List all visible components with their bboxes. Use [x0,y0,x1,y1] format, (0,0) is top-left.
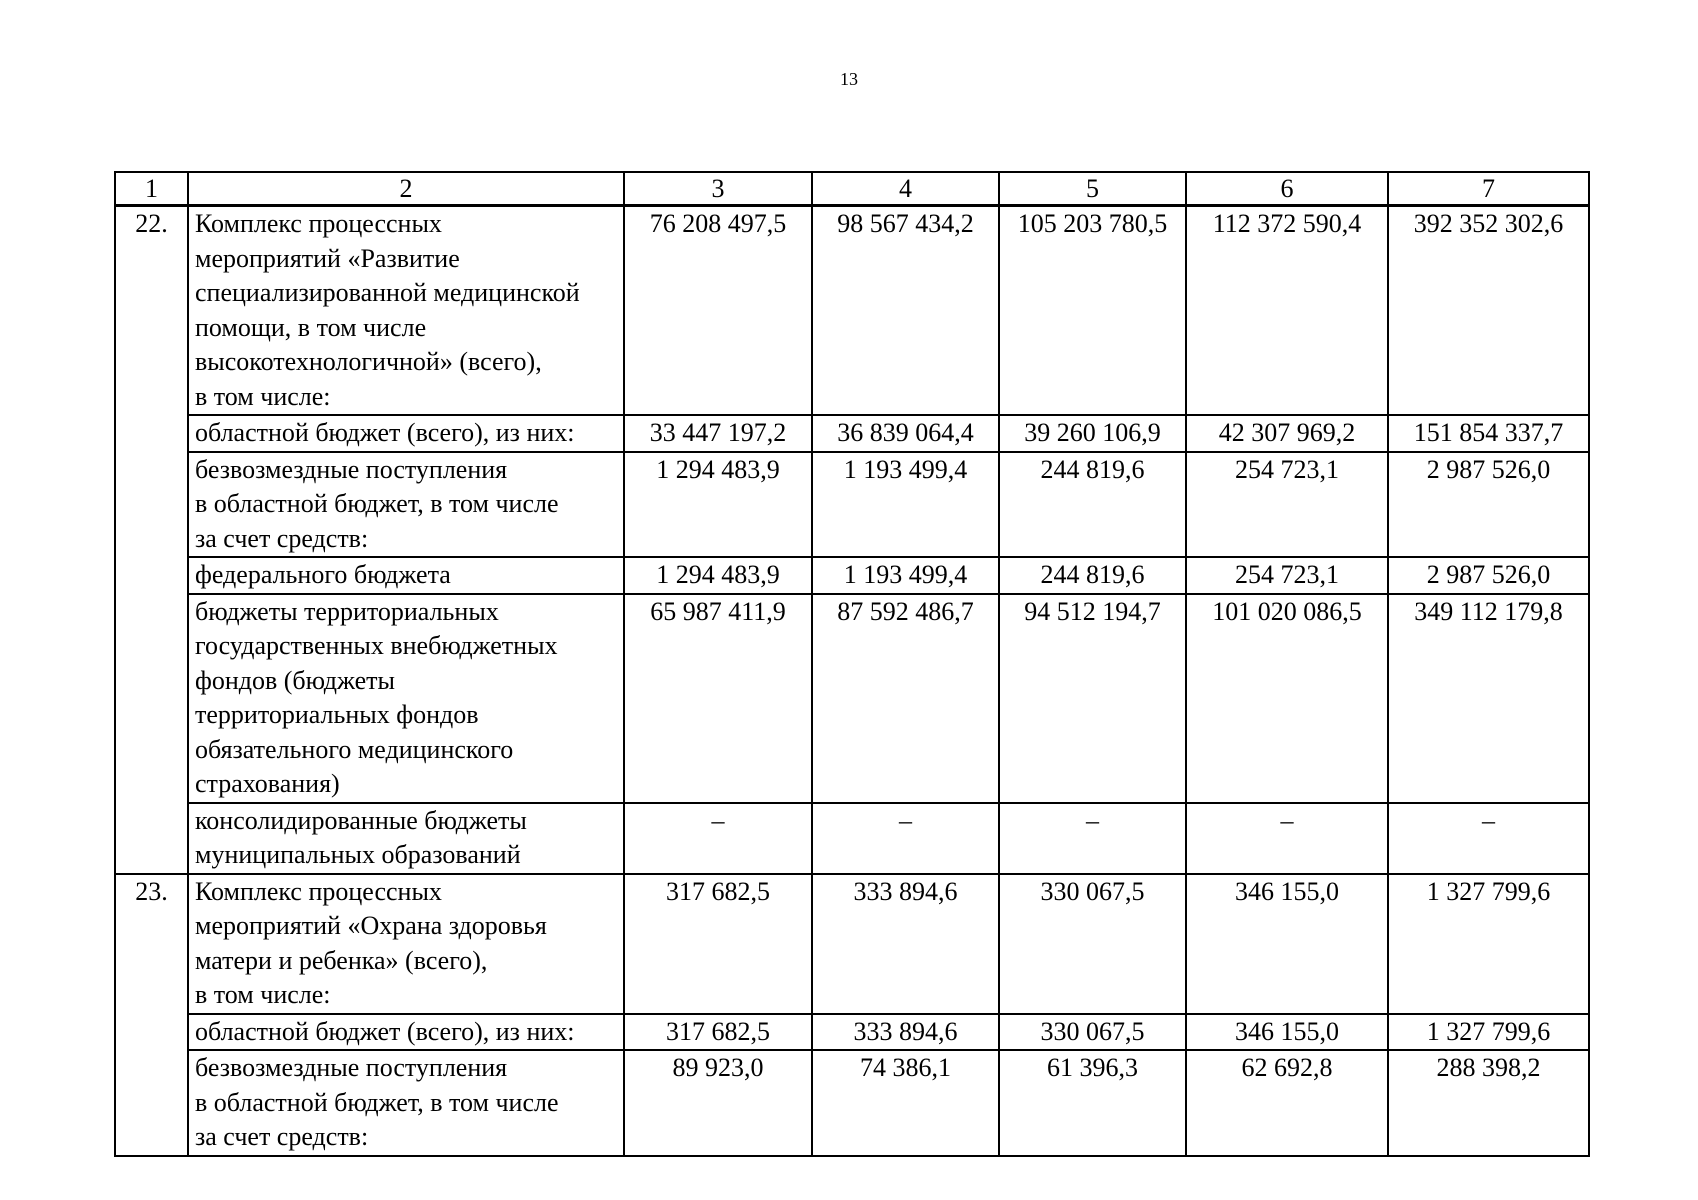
description-line: помощи, в том числе [195,312,427,342]
value-cell: – [1388,803,1589,874]
value-cell: 2 987 526,0 [1388,452,1589,558]
value-cell: 317 682,5 [624,1014,812,1051]
budget-table [114,171,1590,1157]
value-cell: 61 396,3 [999,1050,1186,1156]
description-line: фондов (бюджеты [195,665,395,695]
row-description [188,557,624,594]
value-cell: – [1186,803,1388,874]
description-line: федерального бюджета [195,560,451,589]
column-number: 4 [812,172,999,206]
table-row [115,874,1589,1014]
value-cell: 1 294 483,9 [624,452,812,558]
page-number: 13 [840,69,858,89]
description-line: обязательного медицинского [195,734,514,764]
description-line: безвозмездные поступления [195,1053,508,1082]
value-cell: 1 327 799,6 [1388,1014,1589,1051]
description-line: в том числе: [195,980,331,1009]
value-cell: 346 155,0 [1186,1014,1388,1051]
value-cell: 74 386,1 [812,1050,999,1156]
description-line: в областной бюджет, в том числе [195,489,559,518]
value-cell: 62 692,8 [1186,1050,1388,1156]
row-description [188,1050,624,1156]
value-cell: 2 987 526,0 [1388,557,1589,594]
value-cell: 65 987 411,9 [624,594,812,803]
description-line: за счет средств: [195,1122,369,1151]
value-cell: 98 567 434,2 [812,206,999,416]
value-cell: 346 155,0 [1186,874,1388,1014]
column-number: 6 [1186,172,1388,206]
value-cell: 33 447 197,2 [624,415,812,452]
description-line: территориальных фондов [195,700,479,729]
value-cell: 1 294 483,9 [624,557,812,594]
value-cell: 42 307 969,2 [1186,415,1388,452]
row-description [188,874,624,1014]
row-description [188,415,624,452]
value-cell: 254 723,1 [1186,557,1388,594]
description-line: мероприятий «Развитие [195,243,460,273]
table-row [115,557,1589,594]
description-line: Комплекс процессных [195,876,442,906]
value-cell: 333 894,6 [812,1014,999,1051]
value-cell: 105 203 780,5 [999,206,1186,416]
value-cell: – [999,803,1186,874]
description-line: за счет средств: [195,523,369,553]
description-line: областной бюджет (всего), из них: [195,418,575,447]
value-cell: 317 682,5 [624,874,812,1014]
value-cell: 112 372 590,4 [1186,206,1388,416]
row-description [188,452,624,558]
column-number: 3 [624,172,812,206]
value-cell: 101 020 086,5 [1186,594,1388,803]
column-number: 1 [115,172,188,206]
value-cell: – [812,803,999,874]
value-cell: 330 067,5 [999,874,1186,1014]
value-cell: 392 352 302,6 [1388,206,1589,416]
value-cell: 36 839 064,4 [812,415,999,452]
value-cell: 1 327 799,6 [1388,874,1589,1014]
column-number: 7 [1388,172,1589,206]
value-cell: 254 723,1 [1186,452,1388,558]
table-row [115,803,1589,874]
value-cell: 89 923,0 [624,1050,812,1156]
description-line: бюджеты территориальных [195,596,499,626]
row-description [188,594,624,803]
value-cell: 87 592 486,7 [812,594,999,803]
column-number: 2 [188,172,624,206]
value-cell: 1 193 499,4 [812,557,999,594]
row-description [188,206,624,416]
description-line: страхования) [195,769,340,798]
value-cell: – [624,803,812,874]
table-row [115,206,1589,416]
value-cell: 244 819,6 [999,557,1186,594]
description-line: муниципальных образований [195,840,521,869]
table-row [115,1050,1589,1156]
description-line: безвозмездные поступления [195,454,508,484]
table-row [115,452,1589,558]
description-line: Комплекс процессных [195,209,442,238]
description-line: в областной бюджет, в том числе [195,1087,559,1117]
description-line: специализированной медицинской [195,278,580,307]
table-row [115,594,1589,803]
description-line: в том числе: [195,381,331,411]
value-cell: 244 819,6 [999,452,1186,558]
description-line: высокотехнологичной» (всего), [195,347,542,376]
value-cell: 1 193 499,4 [812,452,999,558]
value-cell: 151 854 337,7 [1388,415,1589,452]
column-number-row [115,172,1589,206]
table-body [115,172,1589,1156]
row-description [188,1014,624,1051]
value-cell: 39 260 106,9 [999,415,1186,452]
column-number: 5 [999,172,1186,206]
value-cell: 94 512 194,7 [999,594,1186,803]
description-line: консолидированные бюджеты [195,805,527,835]
value-cell: 288 398,2 [1388,1050,1589,1156]
description-line: мероприятий «Охрана здоровья [195,911,547,940]
table-row [115,415,1589,452]
description-line: государственных внебюджетных [195,631,558,660]
description-line: матери и ребенка» (всего), [195,945,488,975]
row-description [188,803,624,874]
value-cell: 349 112 179,8 [1388,594,1589,803]
section-number: 22. [115,206,188,874]
value-cell: 330 067,5 [999,1014,1186,1051]
description-line: областной бюджет (всего), из них: [195,1016,575,1046]
value-cell: 333 894,6 [812,874,999,1014]
table-row [115,1014,1589,1051]
section-number: 23. [115,874,188,1156]
value-cell: 76 208 497,5 [624,206,812,416]
